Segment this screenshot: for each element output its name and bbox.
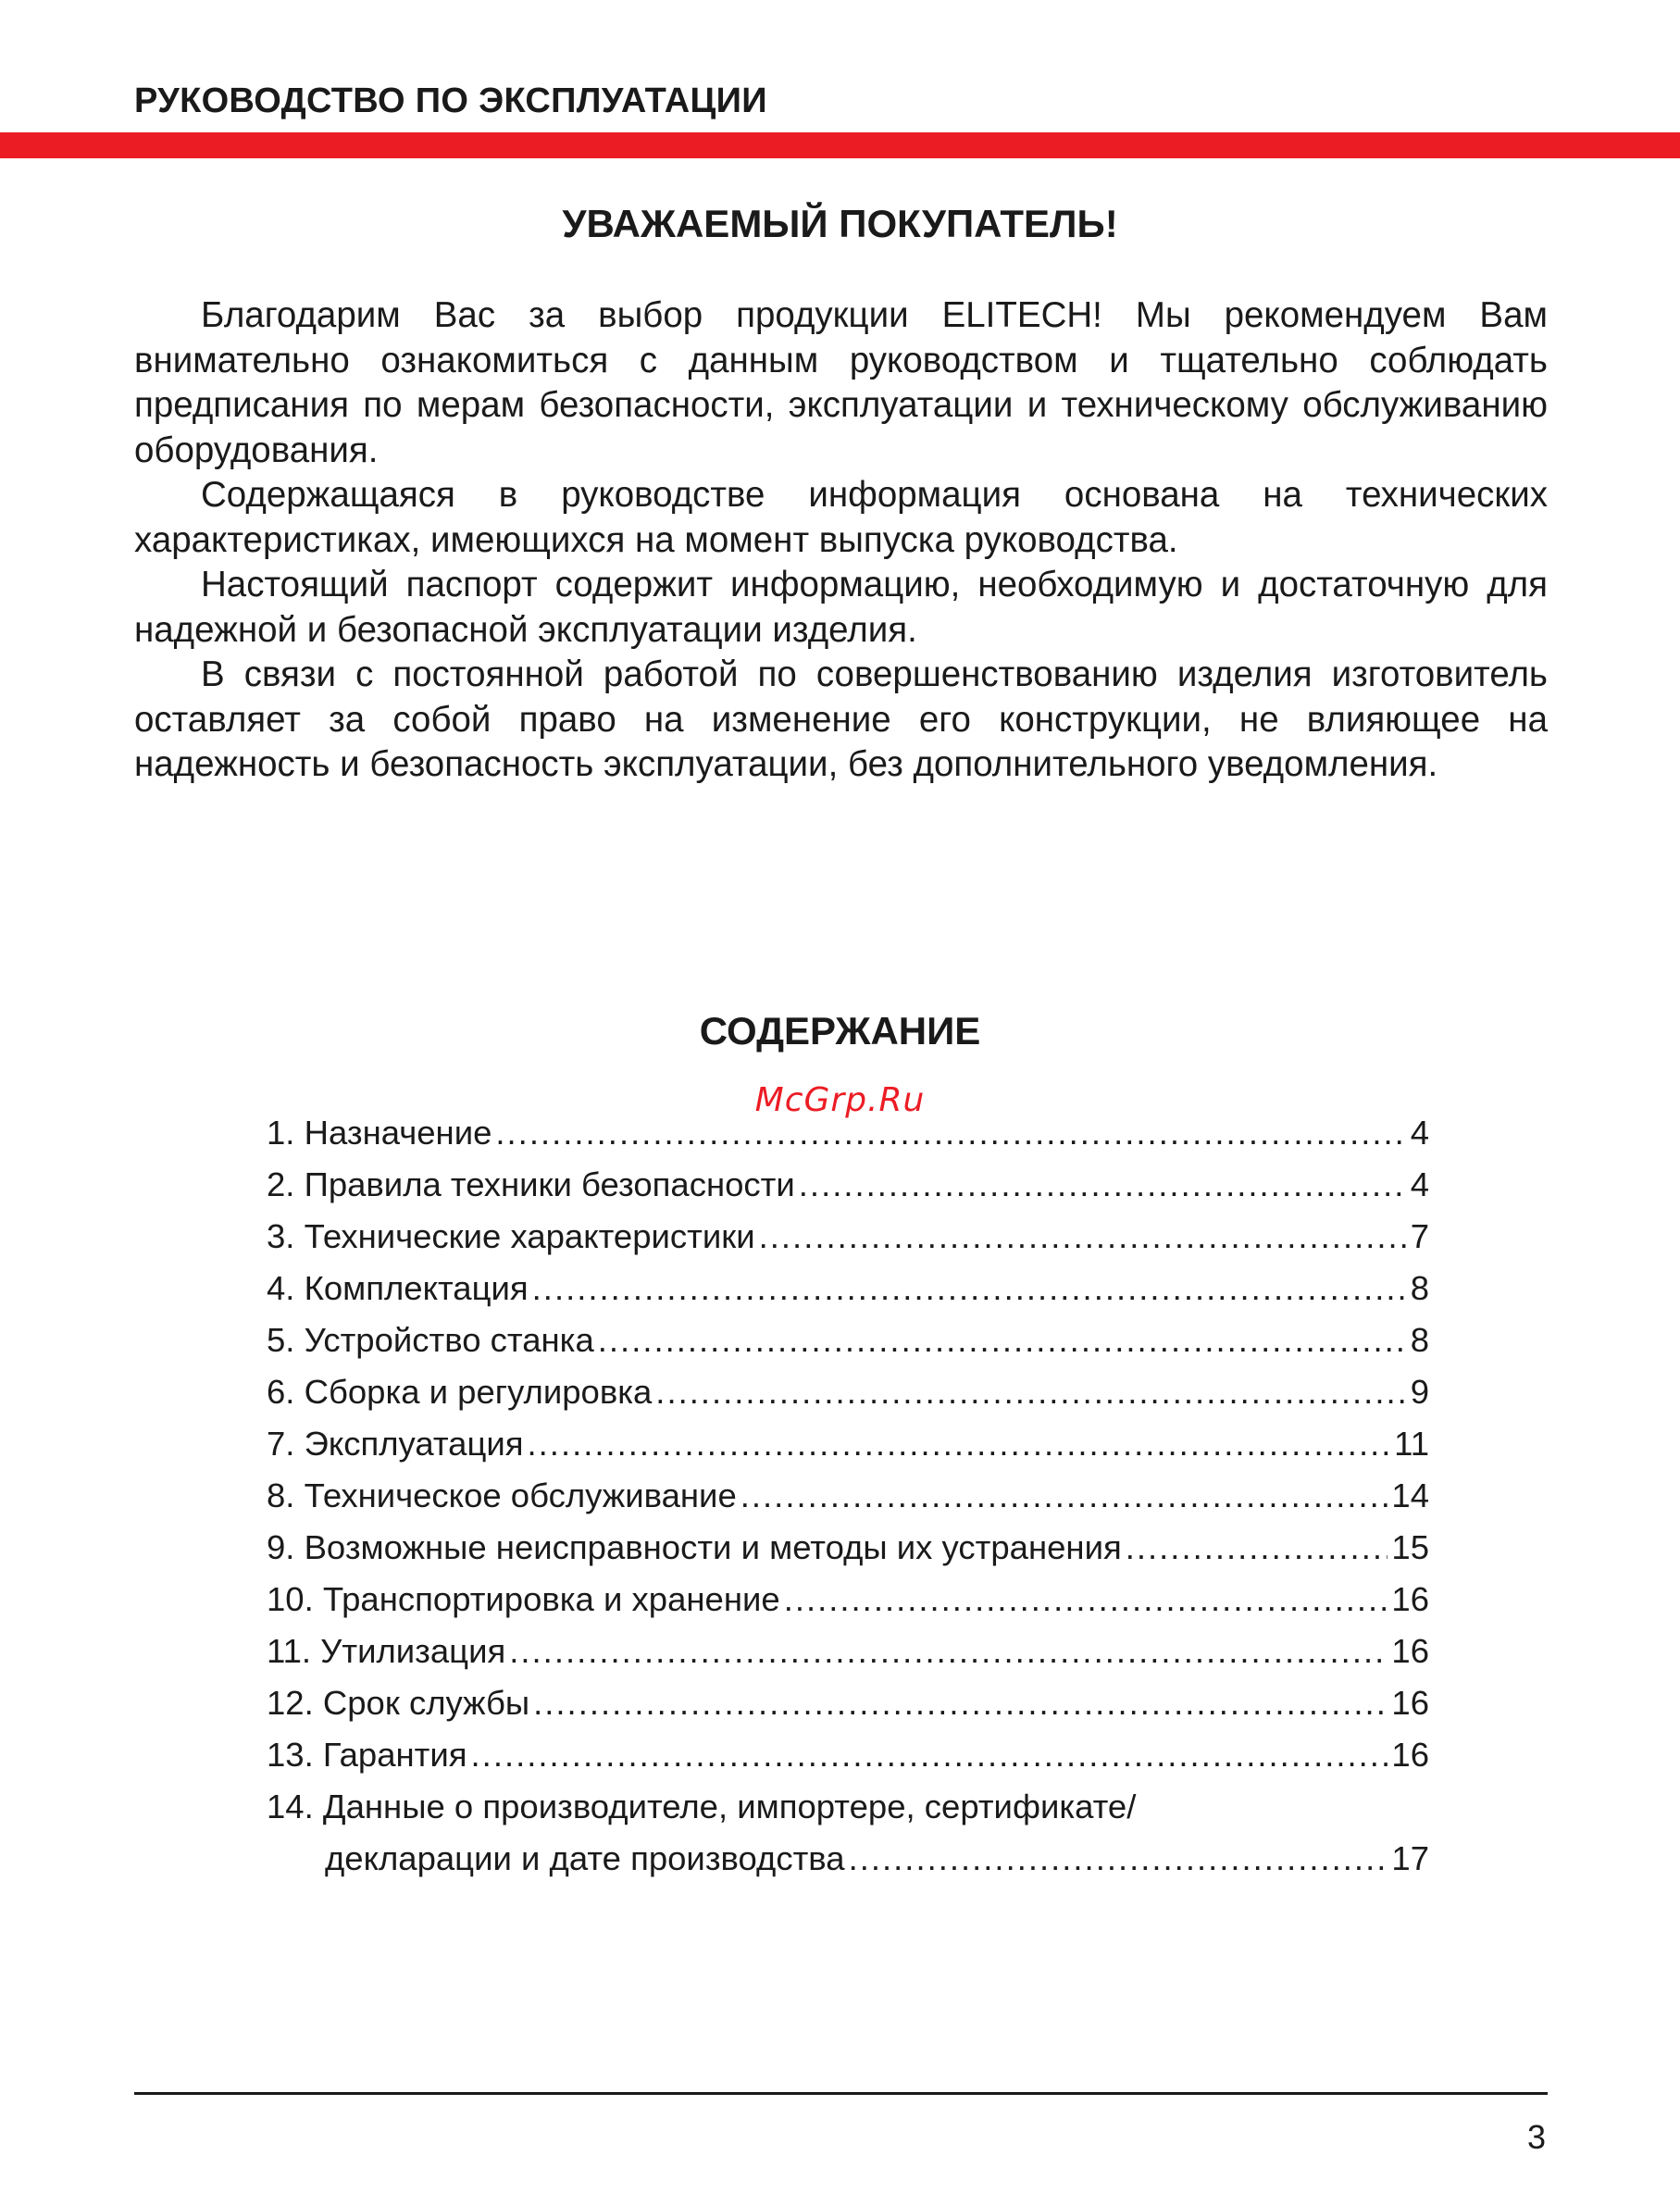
toc-item[interactable] [267, 1211, 1429, 1263]
footer-rule [134, 2092, 1548, 2095]
toc-item[interactable] [267, 1366, 1429, 1418]
toc-item[interactable] [267, 1470, 1429, 1522]
intro-text [134, 293, 1548, 788]
toc-item[interactable] [267, 1626, 1429, 1677]
toc-item-page: 16 [1391, 1632, 1429, 1670]
toc-item-label: 12. Срок службы [267, 1684, 530, 1722]
toc-item-label: 1. Назначение [267, 1114, 492, 1152]
toc-dot-leader [655, 1366, 1406, 1418]
toc-item-label: 14. Данные о производителе, импортере, сертификате/ [267, 1788, 1137, 1825]
header-accent-band [0, 132, 1680, 158]
toc-heading: СОДЕРЖАНИЕ [699, 1009, 981, 1053]
header-title: РУКОВОДСТВО ПО ЭКСПЛУАТАЦИИ [134, 81, 767, 120]
toc-item-page: 15 [1391, 1528, 1429, 1566]
toc-item[interactable] [267, 1781, 1429, 1833]
toc-item-page: 4 [1410, 1114, 1429, 1152]
toc-dot-leader [759, 1211, 1407, 1263]
toc-item-page: 9 [1410, 1373, 1429, 1411]
intro-paragraph: Настоящий паспорт содержит информацию, необходимую и достаточную для надежной и безопасной эксплуатации изделия. [134, 565, 1548, 650]
toc-dot-leader [509, 1626, 1388, 1677]
toc-item-page: 16 [1391, 1736, 1429, 1774]
toc-item-label: 2. Правила техники безопасности [267, 1165, 795, 1203]
toc-item-label: 3. Технические характеристики [267, 1217, 755, 1255]
toc-item[interactable] [267, 1159, 1429, 1211]
toc-dot-leader [1126, 1522, 1388, 1574]
toc-item-page: 17 [1391, 1839, 1429, 1877]
watermark-text: McGrp.Ru [754, 1081, 926, 1119]
toc-item-page: 14 [1391, 1476, 1429, 1514]
toc-item-page: 11 [1394, 1425, 1429, 1463]
toc-item-label: 10. Транспортировка и хранение [267, 1580, 780, 1618]
toc-item-page: 8 [1410, 1321, 1429, 1359]
toc-item-page: 4 [1410, 1165, 1429, 1203]
toc-item[interactable] [267, 1314, 1429, 1366]
intro-paragraph: Благодарим Вас за выбор продукции ELITECH! Мы рекомендуем Вам внимательно ознакомиться с данным руководством и тщательно соблюдать предписания по мерам безопасности, эксплуатации и техническому обслуживанию оборудования. [134, 295, 1548, 470]
toc-item-page: 7 [1410, 1217, 1429, 1255]
toc-item-label: 5. Устройство станка [267, 1321, 594, 1359]
toc-item[interactable] [267, 1107, 1429, 1159]
toc-item[interactable] [267, 1418, 1429, 1470]
page-number: 3 [1526, 2118, 1546, 2156]
toc-item-label: 9. Возможные неисправности и методы их устранения [267, 1528, 1122, 1566]
toc-dot-leader [471, 1729, 1388, 1781]
toc-dot-leader [495, 1107, 1406, 1159]
toc-item-label: 13. Гарантия [267, 1736, 467, 1774]
table-of-contents [267, 1107, 1429, 1885]
toc-item-label: декларации и дате производства [325, 1839, 845, 1877]
toc-item[interactable] [267, 1833, 1429, 1885]
toc-dot-leader [532, 1263, 1407, 1314]
toc-item-label: 4. Комплектация [267, 1269, 529, 1307]
toc-item-page: 16 [1391, 1580, 1429, 1618]
toc-dot-leader [598, 1314, 1407, 1366]
intro-paragraph: Содержащаяся в руководстве информация основана на технических характеристиках, имеющихся на момент выпуска руководства. [134, 475, 1548, 560]
toc-item[interactable] [267, 1574, 1429, 1626]
toc-item-page: 16 [1391, 1684, 1429, 1722]
toc-item-label: 8. Техническое обслуживание [267, 1476, 737, 1514]
greeting-heading: УВАЖАЕМЫЙ ПОКУПАТЕЛЬ! [562, 202, 1118, 245]
toc-item-label: 7. Эксплуатация [267, 1425, 524, 1463]
toc-item[interactable] [267, 1263, 1429, 1314]
toc-item-label: 11. Утилизация [267, 1632, 506, 1670]
toc-dot-leader [528, 1418, 1391, 1470]
toc-item-label: 6. Сборка и регулировка [267, 1373, 653, 1411]
toc-dot-leader [740, 1470, 1388, 1522]
toc-item[interactable] [267, 1522, 1429, 1574]
toc-dot-leader [799, 1159, 1407, 1211]
toc-dot-leader [533, 1677, 1388, 1729]
toc-dot-leader [784, 1574, 1388, 1626]
toc-item[interactable] [267, 1729, 1429, 1781]
toc-item[interactable] [267, 1677, 1429, 1729]
intro-paragraph: В связи с постоянной работой по совершенствованию изделия изготовитель оставляет за собой право на изменение его конструкции, не влияющее на надежность и безопасность эксплуатации, без дополнительного уведомления. [134, 654, 1548, 784]
toc-dot-leader [849, 1833, 1388, 1885]
toc-item-page: 8 [1410, 1269, 1429, 1307]
